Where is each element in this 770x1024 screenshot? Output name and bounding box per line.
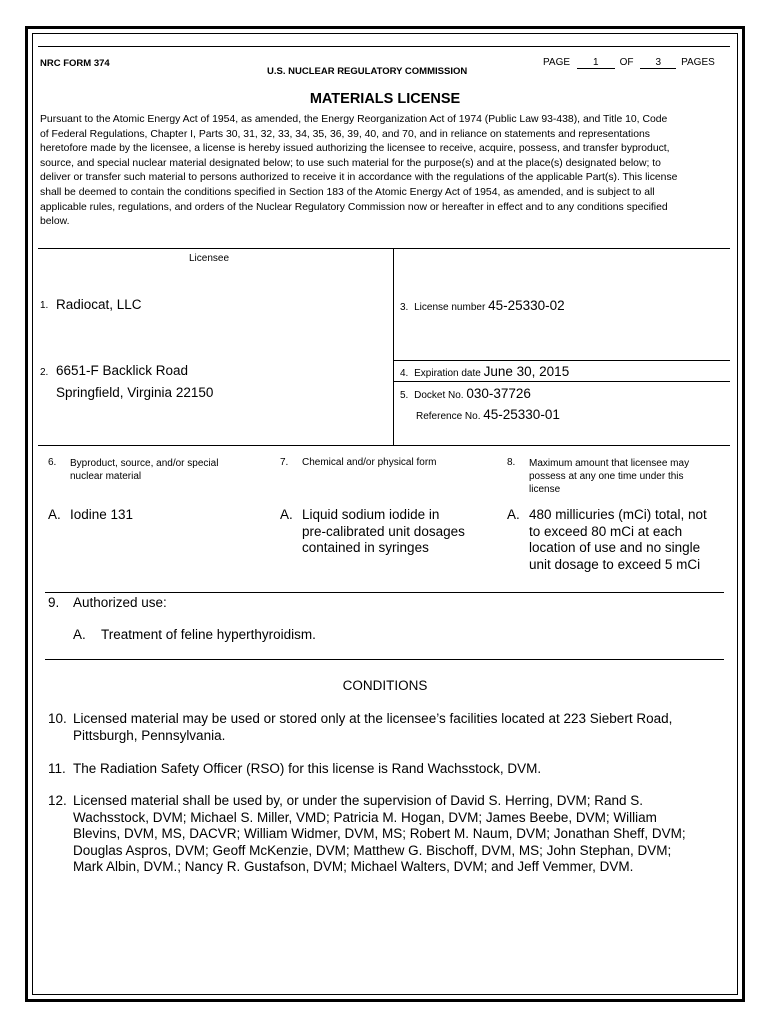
condition-10-number: 10. xyxy=(48,711,67,726)
expiration-field xyxy=(400,364,569,379)
item-3-number: 3. xyxy=(400,302,409,313)
expiration-label: Expiration date xyxy=(414,368,481,379)
col8-header-line: license xyxy=(529,484,561,495)
conditions-top-rule xyxy=(45,659,724,660)
page-number: 1 xyxy=(577,57,615,69)
condition-10-text xyxy=(73,711,672,744)
authorized-use-letter: A. xyxy=(73,627,86,642)
header-top-rule xyxy=(38,46,730,47)
col8-header-line: Maximum amount that licensee may xyxy=(529,458,690,469)
preamble xyxy=(40,113,730,230)
license-number-field xyxy=(400,298,565,313)
item-9-number: 9. xyxy=(48,595,60,610)
item-6-number: 6. xyxy=(48,457,57,468)
amount-row-letter: A. xyxy=(507,507,520,522)
authorized-use-top-rule xyxy=(45,592,724,593)
condition-line: Licensed material may be used or stored only at the licensee’s facilities located at 223 Siebert Road, xyxy=(73,711,673,726)
condition-11-text xyxy=(73,761,541,778)
authorized-use-label: Authorized use: xyxy=(73,595,167,610)
condition-line: The Radiation Safety Officer (RSO) for this license is Rand Wachsstock, DVM. xyxy=(73,761,542,776)
condition-line: Blevins, DVM, MS, DACVR; William Widmer, DVM, MS; Robert M. Naum, DVM; Jonathan Sheff, DVM; xyxy=(73,826,686,841)
maximum-amount-line: location of use and no single xyxy=(529,540,701,555)
document-title: MATERIALS LICENSE xyxy=(309,91,461,107)
preamble-line: source, and special nuclear material designated below; to use such material for the purpose(s) and at the place(s) designated below; to xyxy=(40,157,661,169)
material-name: Iodine 131 xyxy=(70,507,134,522)
preamble-line: of Federal Regulations, Chapter I, Parts 30, 31, 32, 33, 34, 35, 36, 39, 40, and 70, and in reliance on statements and representations xyxy=(40,128,650,140)
licensee-box-top-rule xyxy=(38,248,730,249)
col7-header: Chemical and/or physical form xyxy=(302,457,437,468)
col6-header xyxy=(70,457,218,483)
preamble-line: shall be deemed to contain the conditions specified in Section 183 of the Atomic Energy Act of 1954, as amended, and is subject to all xyxy=(40,186,655,198)
page-indicator xyxy=(543,57,715,69)
form-id: NRC FORM 374 xyxy=(40,58,110,69)
item-4-top-rule xyxy=(393,360,730,361)
licensee-heading: Licensee xyxy=(189,253,230,264)
reference-field xyxy=(416,407,560,422)
reference-number: 45-25330-01 xyxy=(483,407,560,422)
item-5-top-rule xyxy=(393,381,730,382)
of-label: OF xyxy=(619,57,634,68)
col8-header-line: possess at any one time under this xyxy=(529,471,684,482)
page-label: PAGE xyxy=(543,57,571,68)
item-5-number: 5. xyxy=(400,390,409,401)
preamble-line: deliver or transfer such material to persons authorized to receive it in accordance with the regulations of the applicable Part(s). This license xyxy=(40,172,678,184)
item-1-number: 1. xyxy=(40,300,49,311)
licensee-name: Radiocat, LLC xyxy=(56,297,142,312)
col6-header-line: Byproduct, source, and/or special xyxy=(70,458,219,469)
materials-top-rule xyxy=(38,445,730,446)
authorized-use-text: Treatment of feline hyperthyroidism. xyxy=(101,627,316,642)
condition-line: Douglas Aspros, DVM; Geoff McKenzie, DVM; Matthew G. Bischoff, DVM, MS; John Stephan, DVM; xyxy=(73,842,672,858)
preamble-line: below. xyxy=(40,216,70,228)
preamble-line: Pursuant to the Atomic Energy Act of 1954, as amended, the Energy Reorganization Act of 1974 (Public Law 93-438), and Title 10, Code xyxy=(40,114,668,125)
item-7-number: 7. xyxy=(280,457,289,468)
condition-12-text xyxy=(73,793,686,876)
maximum-amount-line: unit dosage to exceed 5 mCi xyxy=(529,556,701,572)
reference-label: Reference No. xyxy=(416,411,481,422)
expiration-date: June 30, 2015 xyxy=(483,364,570,379)
docket-number: 030-37726 xyxy=(466,386,531,401)
chemical-form-line: pre-calibrated unit dosages xyxy=(302,523,465,539)
conditions-heading: CONDITIONS xyxy=(342,678,428,693)
docket-field xyxy=(400,386,531,401)
docket-label: Docket No. xyxy=(414,390,464,401)
item-4-number: 4. xyxy=(400,368,409,379)
pages-label: PAGES xyxy=(681,57,715,68)
maximum-amount-line: 480 millicuries (mCi) total, not xyxy=(529,507,707,522)
item-2-number: 2. xyxy=(40,367,49,378)
condition-line: Licensed material shall be used by, or under the supervision of David S. Herring, DVM; Rand S. xyxy=(73,793,644,808)
licensee-box-divider xyxy=(393,248,394,445)
chemical-form-line: contained in syringes xyxy=(302,540,429,555)
condition-line: Mark Albin, DVM.; Nancy R. Gustafson, DVM; Michael Walters, DVM; and Jeff Vemmer, DVM. xyxy=(73,859,634,874)
material-row-letter: A. xyxy=(48,507,61,522)
agency-name: U.S. NUCLEAR REGULATORY COMMISSION xyxy=(267,66,468,77)
licensee-address-line1: 6651-F Backlick Road xyxy=(56,363,189,378)
license-number-value: 45-25330-02 xyxy=(488,298,565,313)
col8-header xyxy=(529,457,689,496)
preamble-line: heretofore made by the licensee, a license is hereby issued authorizing the licensee to receive, acquire, possess, and transfer byproduct, xyxy=(40,143,670,155)
licensee-address-line2: Springfield, Virginia 22150 xyxy=(56,385,214,400)
chemical-form-line: Liquid sodium iodide in xyxy=(302,507,440,522)
maximum-amount-line: to exceed 80 mCi at each xyxy=(529,523,683,539)
col6-header-line: nuclear material xyxy=(70,471,142,482)
preamble-line: applicable rules, regulations, and orders of the Nuclear Regulatory Commission now or hereafter in effect and to any conditions specified xyxy=(40,201,668,213)
item-8-number: 8. xyxy=(507,457,516,468)
condition-11-number: 11. xyxy=(48,761,66,776)
condition-line: Wachsstock, DVM; Michael S. Miller, VMD; Patricia M. Hogan, DVM; James Beebe, DVM; William xyxy=(73,809,657,825)
chemical-form xyxy=(302,507,465,557)
condition-line: Pittsburgh, Pennsylvania. xyxy=(73,727,226,743)
maximum-amount xyxy=(529,507,707,573)
page-total: 3 xyxy=(640,57,676,69)
form-row-letter: A. xyxy=(280,507,293,522)
condition-12-number: 12. xyxy=(48,793,67,808)
license-number-label: License number xyxy=(414,302,486,313)
